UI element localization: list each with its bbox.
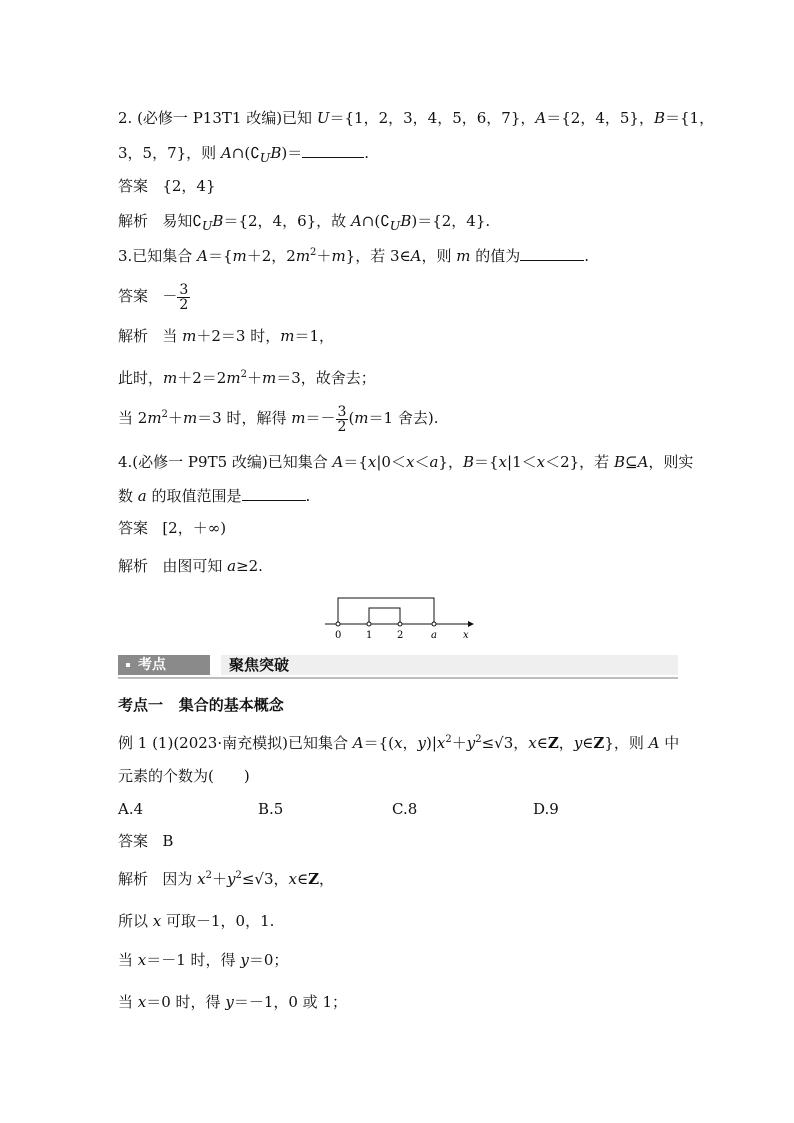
- q4-answer: 答案 [2，＋∞): [118, 519, 227, 537]
- q3-analysis-1: 解析 当 m＋2＝3 时，m＝1，: [118, 327, 334, 345]
- option-c: C.8: [392, 800, 418, 818]
- tick-label-0: 0: [335, 630, 342, 641]
- example1-answer: 答案 B: [118, 832, 174, 850]
- q2-line2: 3，5，7}，则 $A\cap(∁_UB)=$ .: [118, 144, 369, 165]
- q4-analysis: 解析 由图可知 a≥2.: [118, 557, 263, 575]
- q3-analysis-2: 此时，$m+2=2m^2+m=3$，故舍去；: [118, 369, 376, 387]
- q3-answer: 答案 － $\frac{3}{2}$: [118, 281, 189, 313]
- q3-analysis-3: 当 $2m^2+m=3$ 时，解得 m＝－ $\frac{3}{2}$ (m＝1 舍去).: [118, 403, 439, 435]
- key-point-heading: 考点一 集合的基本概念: [118, 696, 284, 714]
- option-b: B.5: [258, 800, 284, 818]
- tick-label-a: a: [431, 630, 437, 641]
- axis-arrow-icon: [468, 621, 474, 627]
- example1-line2: 元素的个数为( ): [118, 767, 250, 785]
- section-title: 聚焦突破: [218, 655, 678, 675]
- tick-label-2: 2: [397, 630, 404, 641]
- fraction: $\frac{3}{2}$: [179, 281, 189, 313]
- point-2: [398, 622, 402, 626]
- answer-blank: [302, 143, 364, 158]
- axis-label-x: x: [463, 630, 469, 641]
- point-a: [432, 622, 436, 626]
- number-line-diagram: [320, 592, 480, 642]
- example1-analysis-4: 当 x＝0 时，得 y＝－1，0 或 1；: [118, 993, 347, 1011]
- example1-analysis-3: 当 x＝－1 时，得 y＝0；: [118, 951, 289, 969]
- example1-analysis-2: 所以 x 可取－1，0，1.: [118, 912, 275, 930]
- example1-analysis-1: 解析 因为 $x^2+y^2\le√3$，x∈Z，: [118, 870, 335, 888]
- q4-line1: 4.(必修一 P9T5 改编)已知集合 A＝{x|0＜x＜a}，B＝{x|1＜x＜2}，若 B⊆A，则实: [118, 453, 694, 471]
- bullet-icon: [126, 663, 130, 667]
- option-d: D.9: [533, 800, 559, 818]
- q2-analysis: 解析 易知$∁_UB=\{2$，4，6}，故 $A\cap(∁_UB)=\{2$，4}.: [118, 212, 491, 233]
- divider: [118, 677, 678, 679]
- q2-answer: 答案 {2，4}: [118, 177, 216, 195]
- set-B-bracket: [369, 608, 400, 624]
- section-header: [118, 655, 678, 677]
- answer-blank: [520, 246, 584, 261]
- q2-line1: 2. (必修一 P13T1 改编)已知 U＝{1，2，3，4，5，6，7}，A＝{2，4，5}，B＝{1，: [118, 109, 715, 127]
- section-tag: 考点: [118, 655, 210, 675]
- point-0: [336, 622, 340, 626]
- tick-label-1: 1: [366, 630, 373, 641]
- answer-blank: [242, 486, 306, 501]
- q4-line2: 数 a 的取值范围是 .: [118, 487, 311, 505]
- set-A-bracket: [338, 598, 434, 624]
- option-a: A.4: [118, 800, 144, 818]
- q3-question: 3.已知集合 A＝{m＋2，$2m^2+m$}，若 3∈A，则 m 的值为 .: [118, 247, 590, 265]
- example1-line1: 例 1 (1)(2023·南充模拟)已知集合 A＝{(x，$y)|x^2+y^2\le√3$，x∈Z，y∈Z}，则 A 中: [118, 734, 680, 752]
- fraction: $\frac{3}{2}$: [337, 403, 347, 435]
- point-1: [367, 622, 371, 626]
